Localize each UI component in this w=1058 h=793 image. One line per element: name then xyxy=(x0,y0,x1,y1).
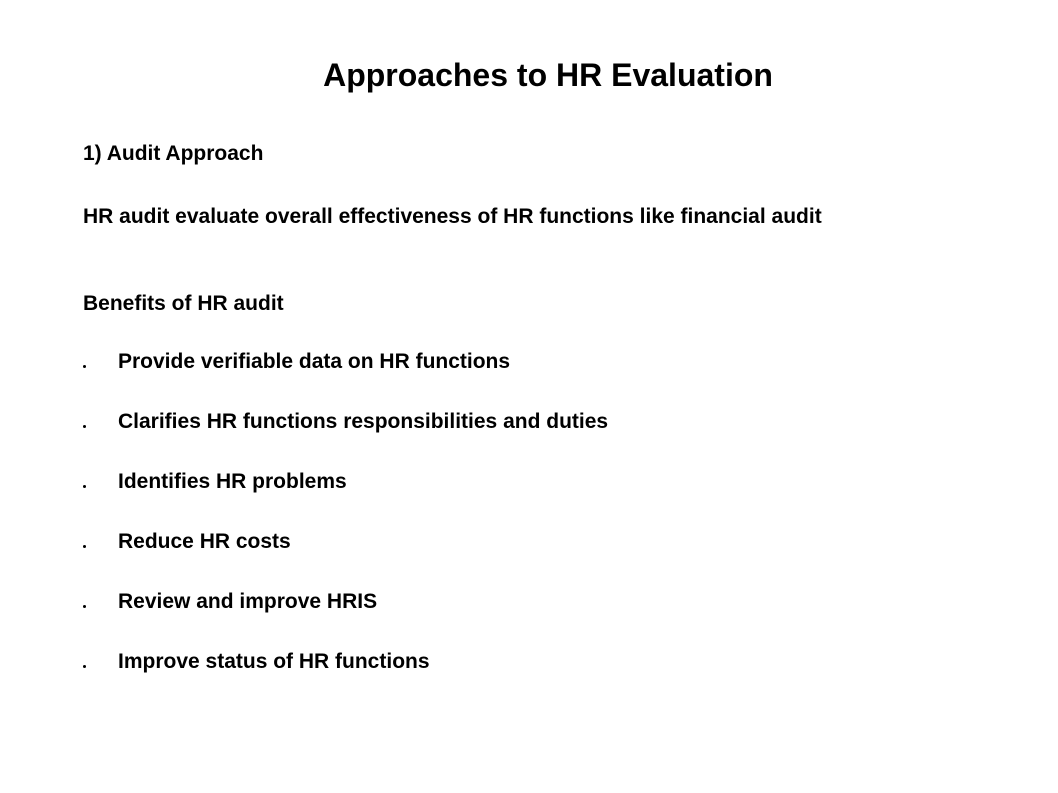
bullet-icon xyxy=(83,605,86,608)
list-item-text: Improve status of HR functions xyxy=(118,650,430,673)
list-item-text: Clarifies HR functions responsibilities and duties xyxy=(118,410,609,433)
section-heading: 1) Audit Approach xyxy=(83,142,264,165)
slide-title: Approaches to HR Evaluation xyxy=(323,57,773,93)
list-item-text: Review and improve HRIS xyxy=(118,590,378,613)
list-item-text: Identifies HR problems xyxy=(118,470,347,493)
benefits-heading: Benefits of HR audit xyxy=(83,292,284,315)
list-item-text: Reduce HR costs xyxy=(118,530,291,553)
bullet-icon xyxy=(83,365,86,368)
bullet-icon xyxy=(83,665,86,668)
bullet-icon xyxy=(83,425,86,428)
bullet-icon xyxy=(83,485,86,488)
list-item-text: Provide verifiable data on HR functions xyxy=(118,350,511,373)
bullet-icon xyxy=(83,545,86,548)
audit-description: HR audit evaluate overall effectiveness of HR functions like financial audit xyxy=(83,205,822,228)
